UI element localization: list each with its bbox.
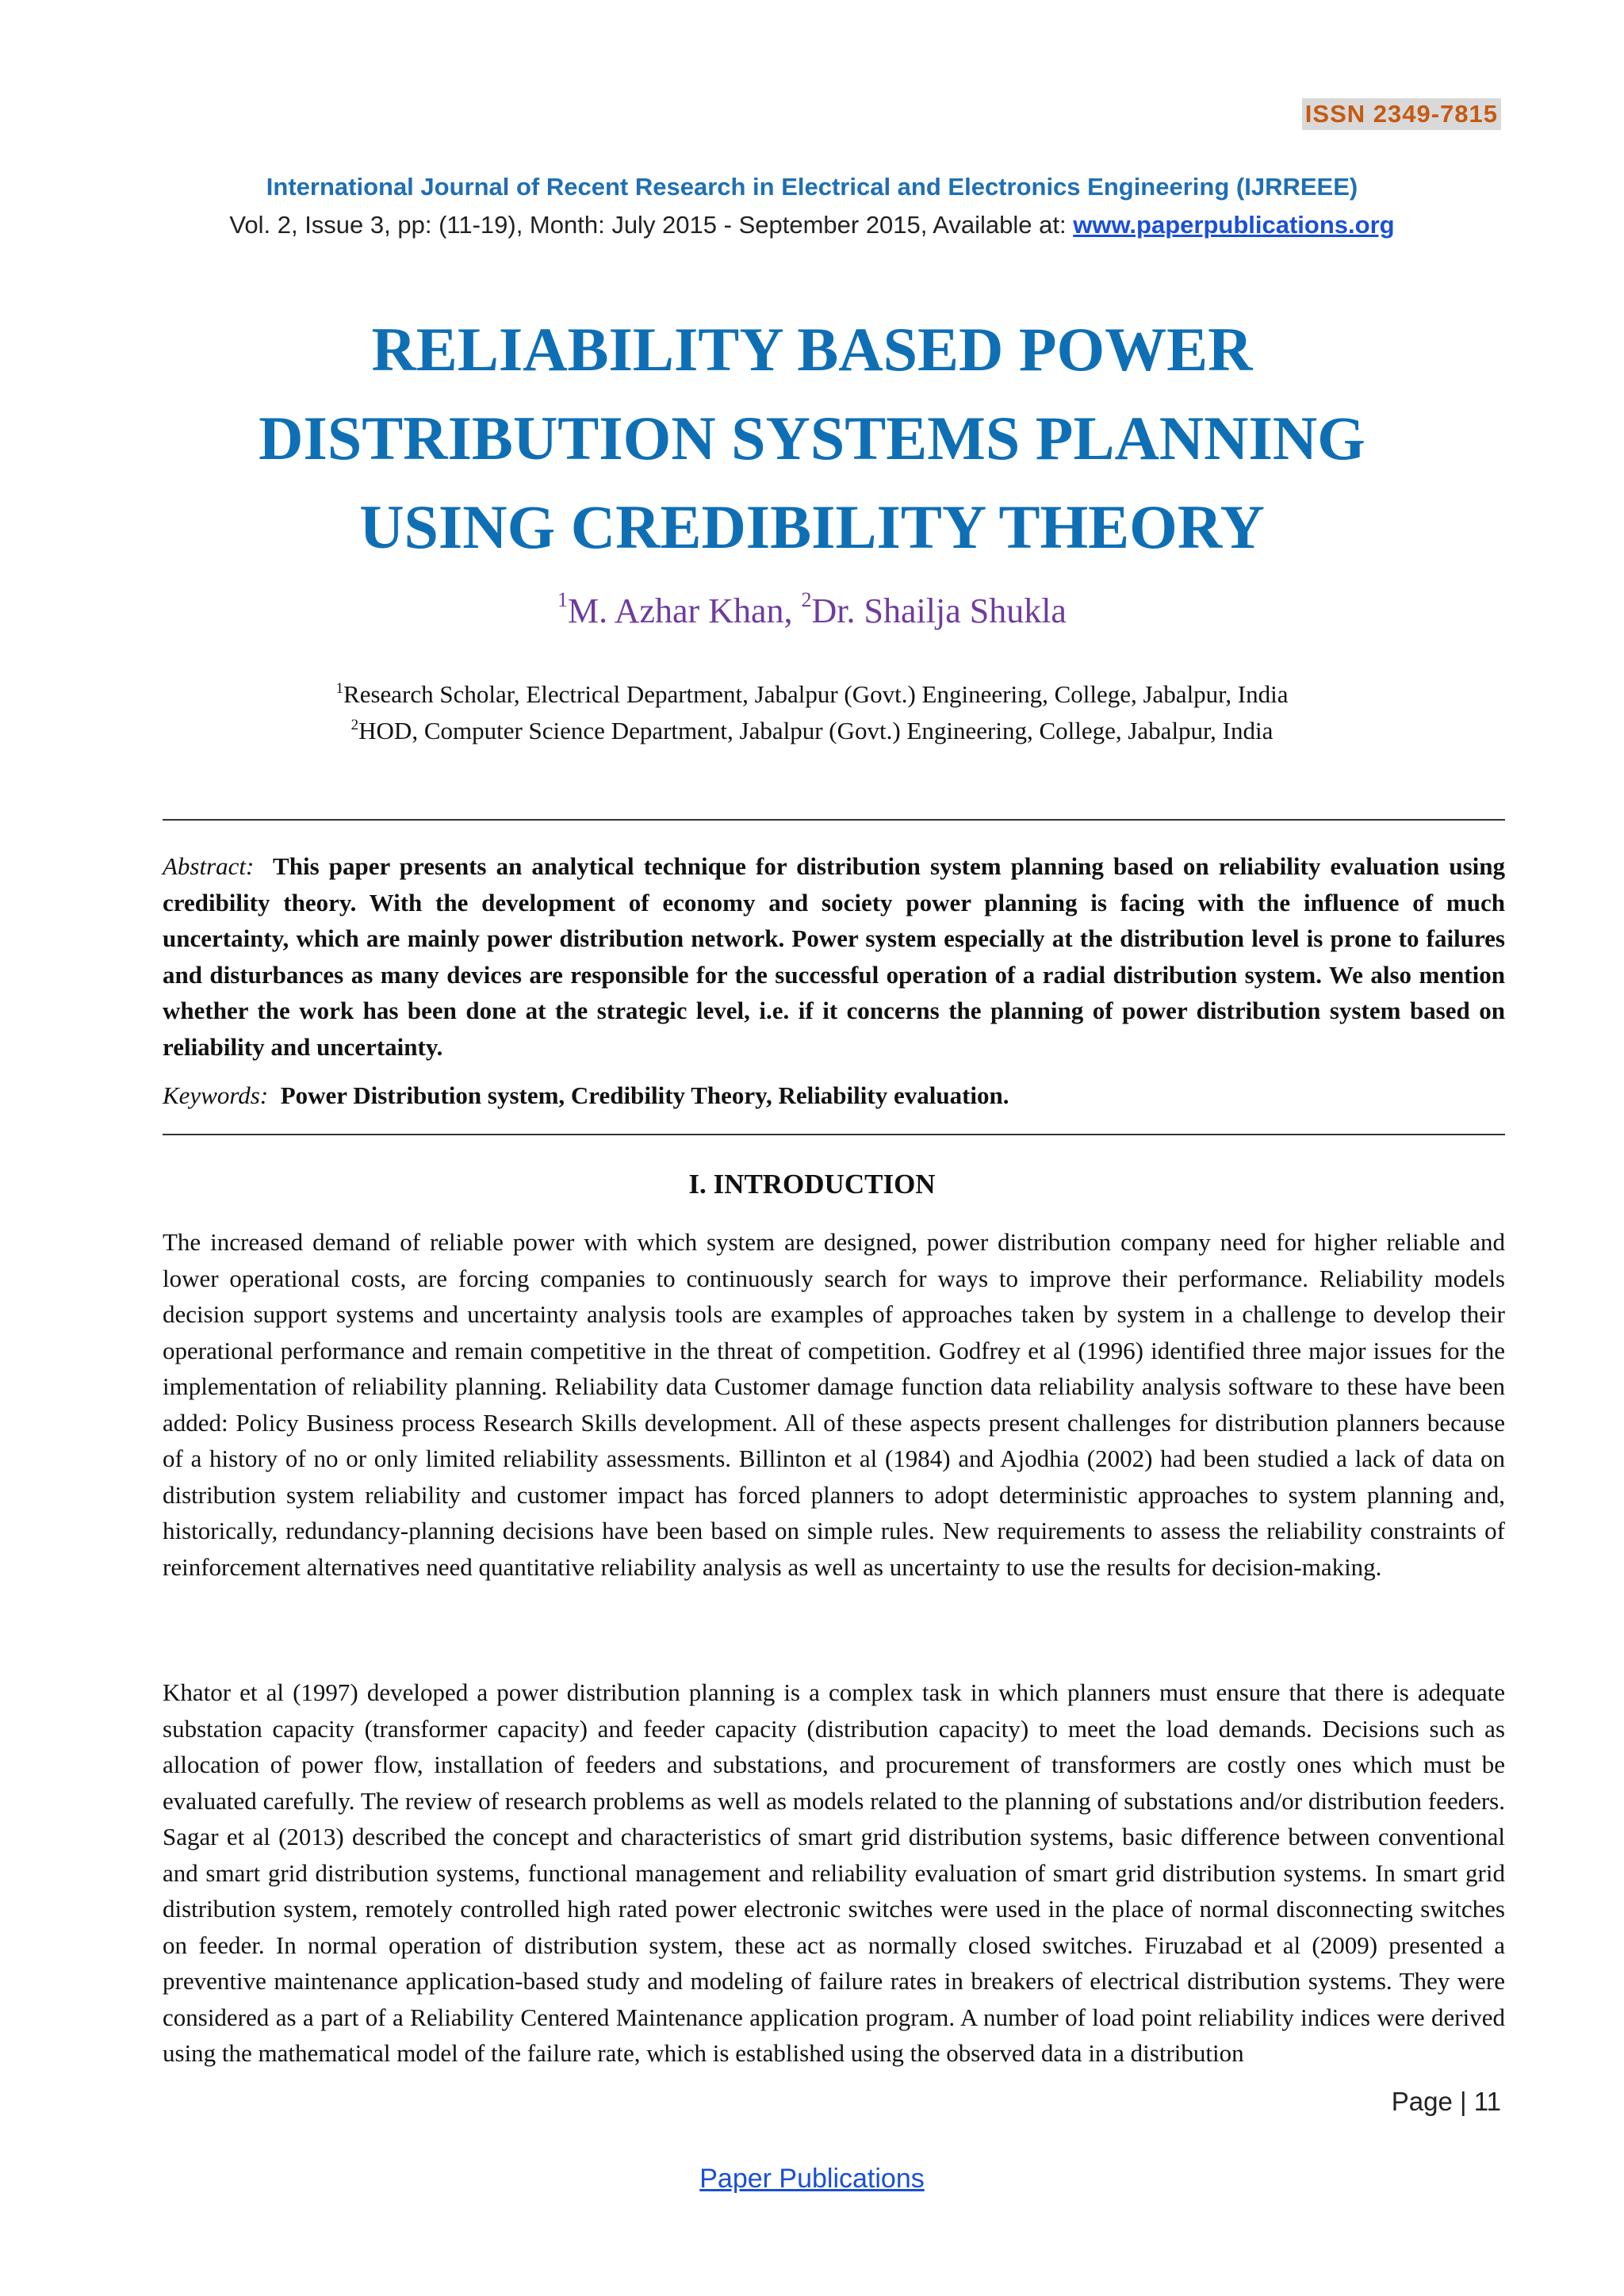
title-line-3: USING CREDIBILITY THEORY: [359, 492, 1265, 561]
keywords-text: Power Distribution system, Credibility Theory, Reliability evaluation.: [280, 1081, 1009, 1109]
affiliation-2-text: HOD, Computer Science Department, Jabalpur (Govt.) Engineering, College, Jabalpur, India: [358, 717, 1274, 744]
author-2: Dr. Shailja Shukla: [811, 591, 1067, 630]
affiliation-2-marker: 2: [350, 717, 359, 733]
volume-line: [0, 211, 1624, 239]
abstract: [163, 848, 1505, 1065]
journal-url-link[interactable]: www.paperpublications.org: [1073, 211, 1395, 239]
paper-title: [0, 305, 1624, 572]
author-list: [0, 588, 1624, 631]
page-number: Page | 11: [1391, 2087, 1501, 2116]
keywords: [163, 1081, 1505, 1110]
section-heading-introduction: I. INTRODUCTION: [688, 1169, 936, 1200]
journal-name: International Journal of Recent Research in Electrical and Electronics Engineering (IJRREEE): [266, 173, 1358, 201]
keywords-label: Keywords:: [163, 1081, 269, 1109]
affiliation-1-marker: 1: [335, 680, 344, 697]
abstract-text: This paper presents an analytical technique for distribution system planning based on reliability evaluation using credibility theory. With the development of economy and society power planning is facing with the influence of much uncertainty, which are mainly power distribution network. Power system especially at the distribution level is prone to failures and disturbances as many devices are responsible for the successful operation of a radial distribution system. We also mention whether the work has been done at the strategic level, i.e. if it concerns the planning of power distribution system based on reliability and uncertainty.: [163, 852, 1505, 1061]
abstract-top-divider: [163, 819, 1505, 821]
issn-label: ISSN 2349-7815: [1302, 98, 1501, 130]
author-1-marker: 1: [557, 588, 569, 611]
publisher-footer-link[interactable]: Paper Publications: [699, 2164, 925, 2194]
affiliation-2: [0, 717, 1624, 745]
author-2-marker: 2: [801, 588, 812, 611]
affiliation-1-text: Research Scholar, Electrical Department, Jabalpur (Govt.) Engineering, College, Jabalpur, India: [343, 680, 1289, 708]
body-paragraph-1: The increased demand of reliable power with which system are designed, power distribution company need for higher reliable and lower operational costs, are forcing companies to continuously search for ways to improve their performance. Reliability models decision support systems and uncertainty analysis tools are examples of approaches taken by system in a challenge to develop their operational performance and remain competitive in the threat of competition. Godfrey et al (1996) identified three major issues for the implementation of reliability planning. Reliability data Customer damage function data reliability analysis software to these have been added: Policy Business process Research Skills development. All of these aspects present challenges for distribution planners because of a history of no or only limited reliability assessments. Billinton et al (1984) and Ajodhia (2002) had been studied a lack of data on distribution system reliability and customer impact has forced planners to adopt deterministic approaches to system planning and, historically, redundancy-planning decisions have been based on simple rules. New requirements to assess the reliability constraints of reinforcement alternatives need quantitative reliability analysis as well as uncertainty to use the results for decision-making.: [163, 1228, 1505, 1581]
author-1: M. Azhar Khan,: [568, 591, 802, 630]
title-line-2: DISTRIBUTION SYSTEMS PLANNING: [259, 404, 1365, 473]
abstract-label: Abstract:: [163, 852, 255, 880]
volume-text: Vol. 2, Issue 3, pp: (11-19), Month: July 2015 - September 2015, Available at:: [229, 211, 1074, 239]
abstract-bottom-divider: [163, 1134, 1505, 1135]
title-line-1: RELIABILITY BASED POWER: [371, 315, 1253, 384]
affiliation-1: [0, 680, 1624, 709]
body-paragraph-2: Khator et al (1997) developed a power distribution planning is a complex task in which planners must ensure that there is adequate substation capacity (transformer capacity) and feeder capacity (distribution capacity) to meet the load demands. Decisions such as allocation of power flow, installation of feeders and substations, and procurement of transformers are costly ones which must be evaluated carefully. The review of research problems as well as models related to the planning of substations and/or distribution feeders. Sagar et al (2013) described the concept and characteristics of smart grid distribution systems, basic difference between conventional and smart grid distribution systems, functional management and reliability evaluation of smart grid distribution systems. In smart grid distribution system, remotely controlled high rated power electronic switches were used in the place of normal disconnecting switches on feeder. In normal operation of distribution system, these act as normally closed switches. Firuzabad et al (2009) presented a preventive maintenance application-based study and modeling of failure rates in breakers of electrical distribution systems. They were considered as a part of a Reliability Centered Maintenance application program. A number of load point reliability indices were derived using the mathematical model of the failure rate, which is established using the observed data in a distribution: [163, 1678, 1505, 2067]
